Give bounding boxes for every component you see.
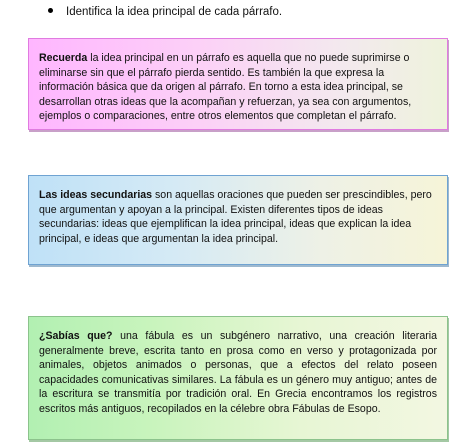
reminder-box: [28, 38, 448, 130]
reminder-paragraph: [39, 51, 439, 124]
did-you-know-paragraph: [39, 329, 437, 417]
bullet-dot-icon: [48, 8, 53, 13]
instruction-text: Identifica la idea principal de cada párrafo.: [66, 6, 283, 18]
secondary-ideas-paragraph: [39, 188, 439, 246]
secondary-ideas-body: son aquellas oraciones que pueden ser prescindibles, pero que argumentan y apoyan a la principal. Existen diferentes tipos de ideas secundarias: ideas que ejemplifican la idea principal, ideas que explican la idea principal, e ideas que argumentan la idea principal.: [39, 189, 432, 245]
reminder-lead: Recuerda: [39, 52, 88, 64]
instruction-bullet: [48, 4, 282, 20]
did-you-know-lead: ¿Sabías que?: [39, 330, 113, 342]
secondary-ideas-lead: Las ideas secundarias: [39, 189, 153, 201]
reminder-body: la idea principal en un párrafo es aquella que no puede suprimirse o eliminarse sin que el párrafo pierda sentido. Es también la que expresa la información básica que da origen al párrafo. En torno a esta idea principal, se desarrollan otras ideas que la acompañan y refuerzan, ya sea con argumentos, ejemplos o comparaciones, entre otros elementos que completan el párrafo.: [39, 52, 412, 123]
did-you-know-body: una fábula es un subgénero narrativo, una creación literaria generalmente breve, escrita tanto en prosa como en verso y protagonizada por animales, objetos animados o personas, que a efectos del relato poseen capacidades comunicativas similares. La fábula es un género muy antiguo; antes de la escritura se transmitía por tradición oral. En Grecia encontramos los registros escritos más antiguos, recopilados en la célebre obra Fábulas de Esopo.: [39, 330, 438, 415]
did-you-know-box: [28, 316, 448, 440]
secondary-ideas-box: [28, 175, 448, 265]
